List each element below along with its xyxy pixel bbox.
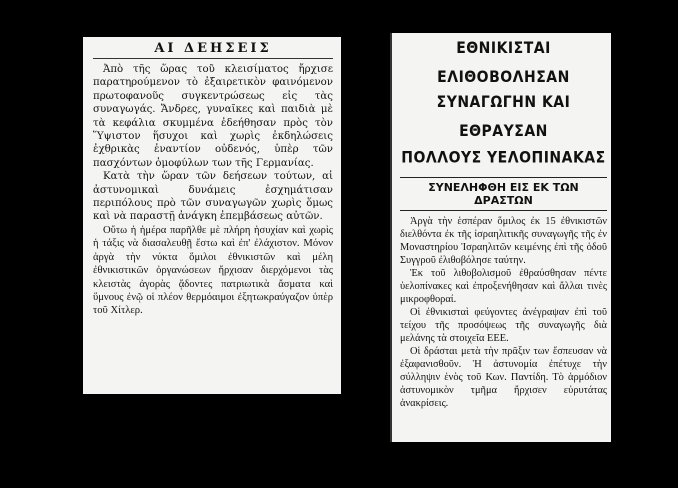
headline-line-2: ΣΥΝΑΓΩΓΗΝ ΚΑΙ ΕΘΡΑΥΣΑΝ [436, 93, 571, 141]
headline-line-3: ΠΟΛΛΟΥΣ ΥΕΛΟΠΙΝΑΚΑΣ [401, 149, 606, 167]
title-divider [93, 58, 333, 59]
headline-line-1: ΕΘΝΙΚΙΣΤΑΙ ΕΛΙΘΟΒΟΛΗΣΑΝ [437, 39, 570, 87]
article-paragraph-2: Κατὰ τὴν ὥραν τῶν δεήσεων τούτων, αἱ ἀστυνομικαὶ δυνάμεις ἐσχημάτισαν περιπόλους πρὸ τῶν συναγωγῶν χωρὶς ὅμως καὶ νὰ παραστῇ ἀνάγκη ἐπεμβάσεως αὐτῶν. [93, 171, 333, 223]
report-paragraph-2: Ἐκ τοῦ λιθοβολισμοῦ ἐθραύσθησαν πέντε ὑελοπίνακες καὶ ἐπροξενήθησαν καὶ ἄλλαι τινὲς μικροφθοραί. [400, 268, 607, 305]
report-paragraph-3: Οἱ ἐθνικισταὶ φεύγοντες ἀνέγραψαν ἐπὶ τοῦ τείχου τῆς προσόψεως τῆς συναγωγῆς διὰ μελάνης τὰ στοιχεῖα ΕΕΕ. [400, 307, 607, 344]
right-newspaper-clipping [390, 33, 611, 442]
report-paragraph-1: Ἀργὰ τὴν ἑσπέραν ὅμιλος ἐκ 15 ἐθνικιστῶν διελθόντα ἐκ τῆς ἰσραηλιτικῆς συναγωγῆς τῆς ἐν Μοναστηρίου Ἰσραηλιτῶν κειμένης ἐπὶ τῆς ὁδοῦ Συγγροῦ ἐλιθοβόλησε ταύτην. [400, 216, 607, 266]
subheadline: ΣΥΝΕΛΗΦΘΗ ΕΙΣ ΕΚ ΤΩΝ ΔΡΑΣΤΩΝ [400, 177, 607, 211]
article-paragraph-1: Ἀπὸ τῆς ὥρας τοῦ κλεισίματος ἤρχισε παρατηρούμενον τὸ ἐξαιρετικὸν φαινόμενον πρωτοφανοῦς συγκεντρώσεως εἰς τὰς συναγωγάς. Ἄνδρες, γυναῖκες καὶ παιδιὰ μὲ τὰ κεφάλια σκυμμένα ἐδεήθησαν πρὸς τὸν Ὕψιστον ἥσυχοι καὶ χωρὶς ἐκδηλώσεις ἐχθρικὰς ἐναντίον οὐδενός, ὑπὲρ τῶν πασχόντων ὁμοφύλων των τῆς Γερμανίας. [93, 64, 333, 169]
article-paragraph-3: Οὕτω ἡ ἡμέρα παρῆλθε μὲ πλήρη ἡσυχίαν καὶ χωρὶς ἡ τάξις νὰ διασαλευθῇ ἔστω καὶ ἐπ' ἐλάχιστον. Μόνον ἀργὰ τὴν νύκτα ὅμιλοι ἐθνικιστῶν καὶ μέλη ἐθνικιστικῶν ὀργανώσεων ἤρχισαν διερχόμενοι τὰς κλειστὰς ἀγορὰς ᾄδοντες πατριωτικὰ ἄσματα καὶ ὕμνους ἐνῷ οἱ πλέον θερμόαιμοι ἐξητωκραύγαζον ὑπὲρ τοῦ Χίτλερ. [93, 224, 333, 317]
report-paragraph-4: Οἱ δράσται μετὰ τὴν πρᾶξιν των ἔσπευσαν νὰ ἐξαφανισθοῦν. Ἡ ἀστυνομία ἐπέτυχε τὴν σύλληψιν ἑνὸς τοῦ Κων. Παντίδη. Τὸ ἁρμόδιον ἀστυνομικὸν τμῆμα ἤρχισεν εὐρυτάτας ἀνακρίσεις. [400, 346, 607, 409]
article-title: ΑΙ ΔΕΗΣΕΙΣ [154, 41, 272, 56]
left-newspaper-clipping [83, 37, 341, 394]
